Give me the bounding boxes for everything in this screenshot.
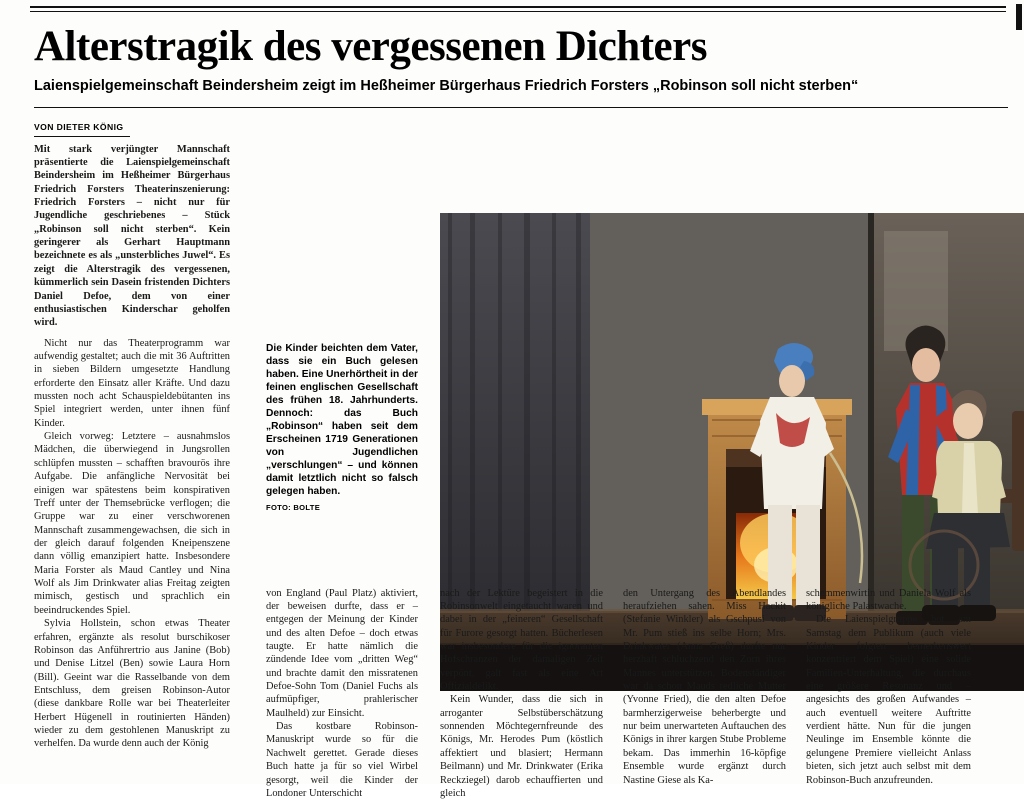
paragraph: Gleich vorweg: Letztere – ausnahmslos Mädchen, die überwiegend in Jungsrollen schlüpfen mussten – schafften bravourös ihre Aufgabe. Die anfängliche Nervosität bei einigen war spätestens beim konspirativen Treff unter der Themsebrücke verflogen; die Gruppe war zu einer verschworenen Mannschaft zusammengewachsen, die sich in der gleich darauf folgenden Kneipenszene dann völlig emanzipiert hatte. Insbesondere Maria Forster als Maud Cantley und Nina Wolf als Jim Drinkwater alias Freitag zeigten mimisch, gestisch und sprachlich ein beeindruckendes Spiel. <box>34 431 230 616</box>
photo-caption <box>266 342 418 513</box>
paragraph: Die Laienspielgruppe bot am Samstag dem Publikum (auch viele Kinder folgten bemerkenswert konzentriert dem Spiel) eine solide Familien-Unterhaltung, die durchaus eine größere Resonanz und – angesichts des großen Aufwandes – auch eventuell weitere Auftritte verdient hätte. Nun für die jungen Neulinge im Ensemble könnte die gelungene Premiere vielleicht Anlass bieten, sich jetzt auch selbst mit dem Robinson-Buch anzufreunden. <box>806 614 971 786</box>
paragraph: Sylvia Hollstein, schon etwas Theater erfahren, ergänzte als resolut burschikoser Robinson das Anführertrio aus Janine (Bob) und Denise Litzel (Ben) sowie Laura Horn (Bill). Geeint war die Rasselbande von dem Entschluss, dem greisen Robinson-Autor (diese dankbare Rolle war bei Theaterleiter Herbert Hügenell in routinierten Händen) wieder zu dem gestohlenen Manuskript zu verhelfen. Da wurde denn auch der König <box>34 618 230 750</box>
corner-mark <box>1016 4 1022 30</box>
byline: VON DIETER KÖNIG <box>34 122 130 137</box>
column-5 <box>806 587 971 787</box>
divider-under-subhead <box>34 107 1008 108</box>
paragraph: Mit stark verjüngter Mannschaft präsentierte die Laienspielgemeinschaft Beindersheim im Heßheimer Bürgerhaus Friedrich Forsters Theaterinszenierung: Friedrich Forsters – nicht nur für Jugendliche geschriebenes – Stück „Robinson soll nicht sterben“. Kein geringerer als Gerhart Hauptmann bezeichnete es als „unsterbliches Juwel“. Es zeigt die Alterstragik des vergessenen, kümmerlich sein Dasein fristenden Dichters Daniel Defoe, dem von einer enthusiastischen Kinderschar geholfen wird. <box>34 143 230 329</box>
top-rule-thin <box>30 11 1006 12</box>
paragraph: schemmenwirtin und Daniela Wolf als königliche Palastwache. <box>806 587 971 612</box>
subheadline: Laienspielgemeinschaft Beindersheim zeigt im Heßheimer Bürgerhaus Friedrich Forsters „Robinson soll nicht sterben“ <box>34 78 859 95</box>
column-1 <box>34 122 230 751</box>
lead-paragraph <box>34 143 230 330</box>
caption-text: Die Kinder beichten dem Vater, dass sie ein Buch gelesen haben. Eine Unerhörtheit in der feinen englischen Gesellschaft des frühen 18. Jahrhunderts. Dennoch: das Buch „Robinson“ haben seit dem Erscheinen 1719 Generationen von Jugendlichen „verschlungen“ – und können damit letztlich nicht so falsch gelegen haben. <box>266 342 418 498</box>
paragraph: Nicht nur das Theaterprogramm war aufwendig gestaltet; auch die mit 36 Auftritten in sieben Bildern umgesetzte Handlung erforderte den Einsatz aller Kräfte. Und dazu mussten noch acht Schauspieldebütanten ins Spiel integriert werden, unter ihnen fünf Kinder. <box>34 337 230 429</box>
column-3 <box>440 587 603 800</box>
photo-credit: FOTO: BOLTE <box>266 503 321 513</box>
column-4 <box>623 587 786 787</box>
paragraph: nach der Lektüre begeistert in die Robinsonwelt eingetaucht waren und dabei in der „feineren“ Gesellschaft für Furore gesorgt hatten. Bücherlesen war insbesondere für die ignoranten Hofschranzen der damaligen Zeit verpönt, galt fast als eine Art Offizialdelikt. <box>440 587 603 693</box>
paragraph: den Untergang des Abendlandes heraufziehen sahen. Miss Hackit (Stefanie Winkler) als Gschpusi von Mr. Pum stieß ins selbe Horn; Mrs. Drinkwater (Anna Greß) durfte nur herzhaft schluchzend den Zorn ihres Mannes unterstützen. Bodenständiger war da schon Mauds redliche Mutter (Yvonne Fried), die den alten Defoe barmherzigerweise beherbergte und nur beim unerwarteten Auftauchen des Königs in ihrer kargen Stube Probleme bekam. Das immerhin 16-köpfige Ensemble wurde ergänzt durch Nastine Giese als Ka- <box>623 587 786 786</box>
paragraph: Das kostbare Robinson-Manuskript wurde so für die Nachwelt gerettet. Gerade dieses Buch hatte ja für so viel Wirbel gesorgt, weil die Kinder der Londoner Unterschicht <box>266 721 418 799</box>
paragraph: Kein Wunder, dass die sich in arroganter Selbstüberschätzung sonnenden Möchtegernfreunde des Königs, Mr. Herodes Pum (köstlich affektiert und blasiert; Hermann Beilmann) und Mr. Drinkwater (Erika Reckziegel) darob echauffierten und gleich <box>440 694 603 799</box>
page-title: Alterstragik des vergessenen Dichters <box>34 23 707 70</box>
paragraph: von England (Paul Platz) aktiviert, der beweisen durfte, dass er – entgegen der Meinung der Kinder und des alten Defoe – doch etwas taugte. Er hatte nämlich die zündende Idee vom „dritten Weg“ und brachte damit den missratenen Defoe-Sohn Tom (Daniel Fuchs als aufmüpfiger, prahlerischer Maulheld) zur Einsicht. <box>266 587 418 719</box>
top-rule-thick <box>30 6 1006 8</box>
column-2 <box>266 587 418 800</box>
